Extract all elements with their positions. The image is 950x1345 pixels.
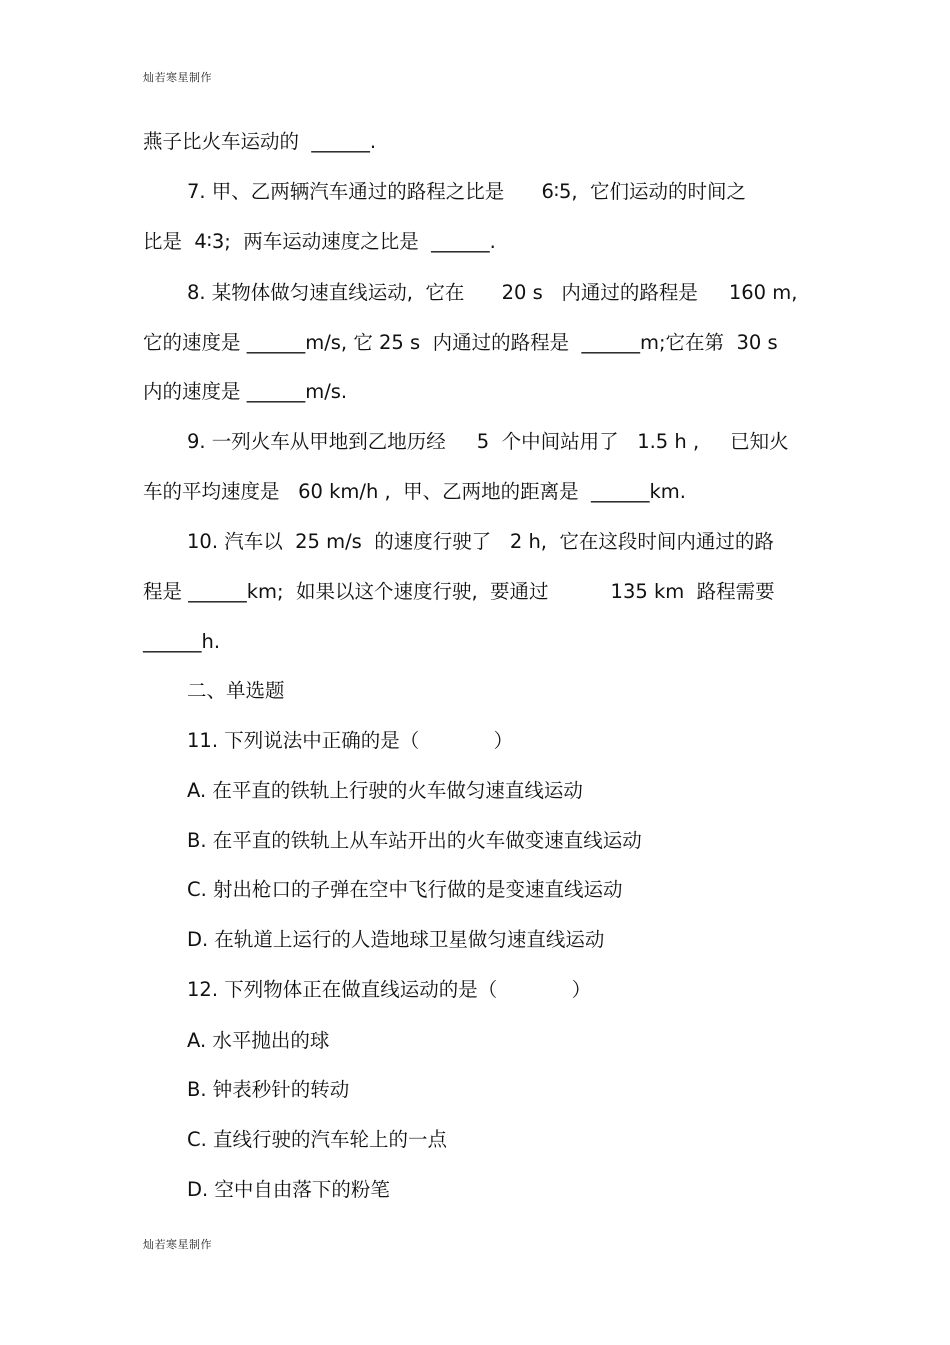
option-a: A. 在平直的铁轨上行驶的火车做匀速直线运动	[187, 779, 583, 802]
section-heading: 二、单选题	[187, 679, 285, 702]
option-c: C. 直线行驶的汽车轮上的一点	[187, 1128, 448, 1151]
option-c: C. 射出枪口的子弹在空中飞行做的是变速直线运动	[187, 878, 623, 901]
page-footer: 灿若寒星制作	[143, 1238, 212, 1251]
option-d: D. 空中自由落下的粉笔	[187, 1178, 390, 1201]
question-8: 8. 某物体做匀速直线运动, 它在 20 s 内通过的路程是 160 m,	[187, 281, 798, 304]
text-line: 车的平均速度是 60 km/h , 甲、乙两地的距离是 ______km.	[143, 480, 687, 503]
option-b: B. 钟表秒针的转动	[187, 1078, 350, 1101]
question-11: 11. 下列说法中正确的是（ ）	[187, 729, 514, 752]
question-7: 7. 甲、乙两辆汽车通过的路程之比是 6∶5, 它们运动的时间之	[187, 180, 746, 203]
text-line: 程是 ______km; 如果以这个速度行驶, 要通过 135 km 路程需要	[143, 580, 775, 603]
option-b: B. 在平直的铁轨上从车站开出的火车做变速直线运动	[187, 829, 642, 852]
text-line: 它的速度是 ______m/s, 它 25 s 内通过的路程是 ______m;它在第 30 s	[143, 331, 778, 354]
text-line: 内的速度是 ______m/s.	[143, 380, 348, 403]
question-9: 9. 一列火车从甲地到乙地历经 5 个中间站用了 1.5 h , 已知火	[187, 430, 789, 453]
option-d: D. 在轨道上运行的人造地球卫星做匀速直线运动	[187, 928, 605, 951]
option-a: A. 水平抛出的球	[187, 1029, 330, 1052]
text-line: ______h.	[143, 630, 221, 653]
page-header: 灿若寒星制作	[143, 71, 212, 84]
question-12: 12. 下列物体正在做直线运动的是（ ）	[187, 978, 592, 1001]
text-line: 燕子比火车运动的 ______.	[143, 130, 377, 153]
text-line: 比是 4∶3; 两车运动速度之比是 ______.	[143, 230, 496, 253]
question-10: 10. 汽车以 25 m/s 的速度行驶了 2 h, 它在这段时间内通过的路	[187, 530, 774, 553]
